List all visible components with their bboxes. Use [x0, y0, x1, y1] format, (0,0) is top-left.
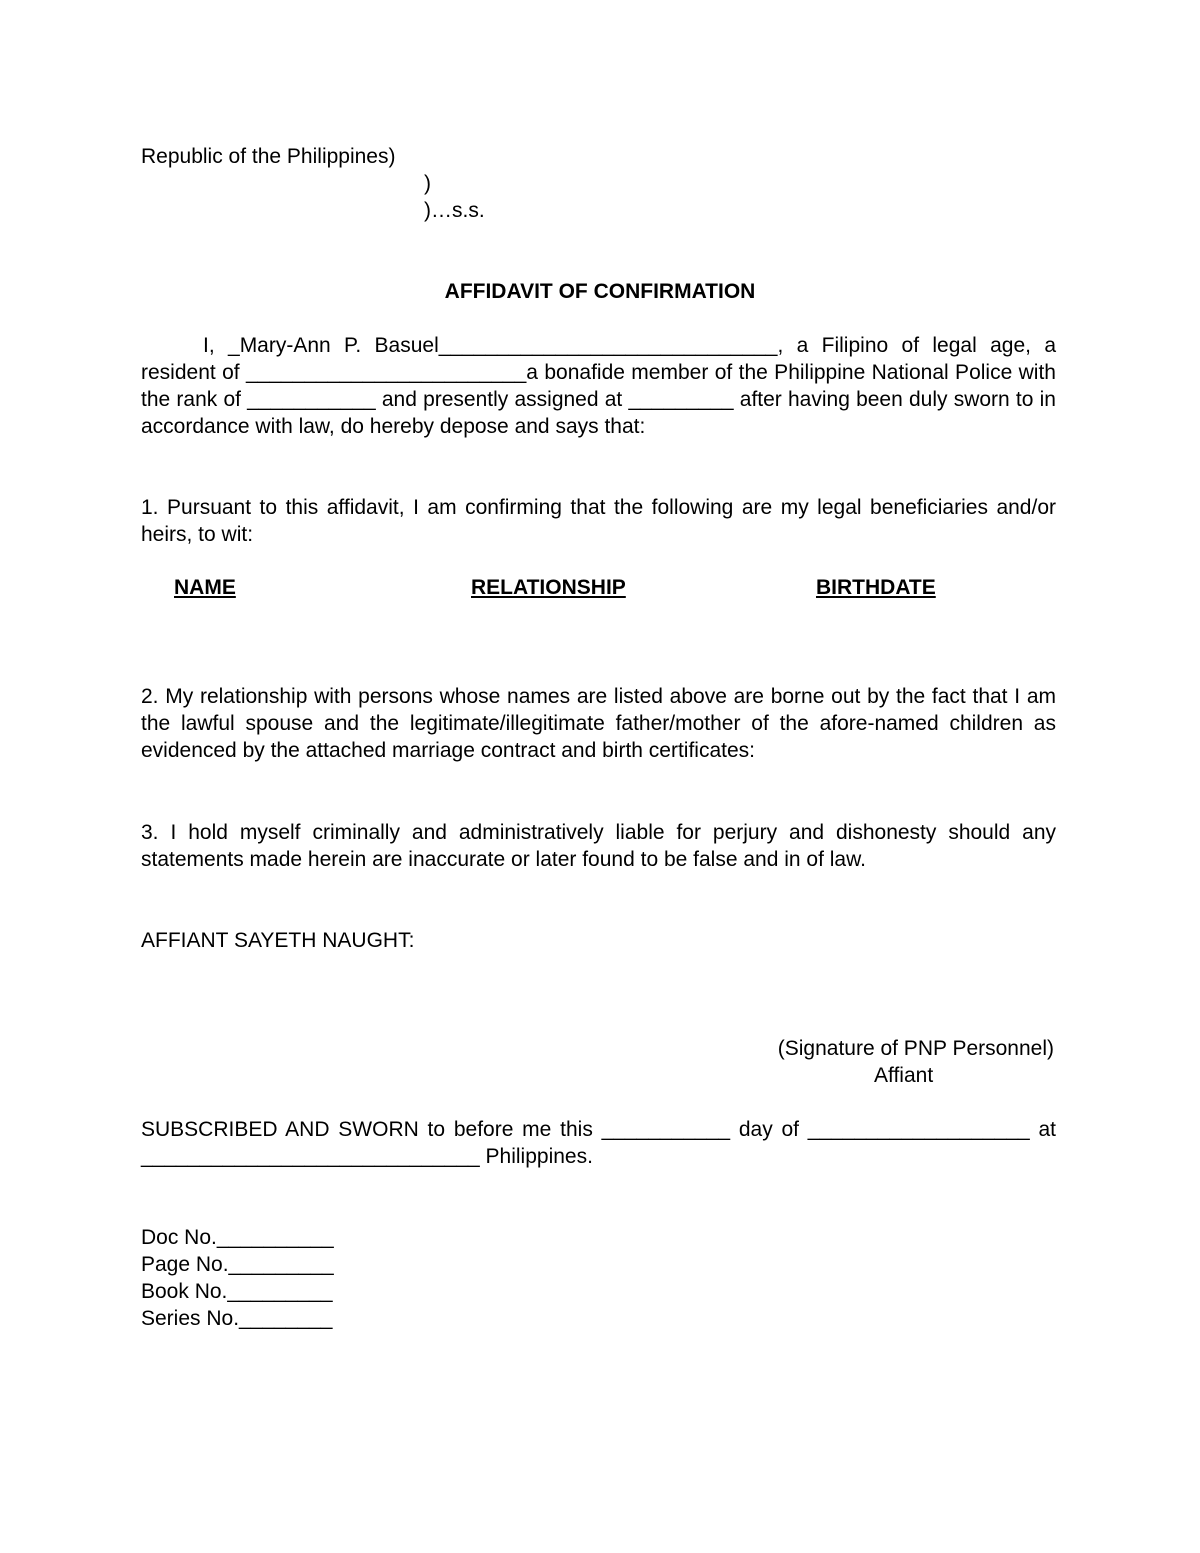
item-3-paragraph: 3. I hold myself criminally and administratively liable for perjury and dishonesty should any statements made herein are inaccurate or later found to be false and in of law. [141, 821, 1056, 871]
document-title: AFFIDAVIT OF CONFIRMATION [444, 280, 756, 303]
signature-role: Affiant [874, 1064, 934, 1087]
item-2-paragraph: 2. My relationship with persons whose names are listed above are borne out by the fact that I am the lawful spouse and the legitimate/illegitimate father/mother of the afore-named children as evidenced by the attached marriage contract and birth certificates: [141, 685, 1056, 762]
page-number: Page No._________ [141, 1253, 334, 1276]
item-1-paragraph: 1. Pursuant to this affidavit, I am confirming that the following are my legal beneficiaries and/or heirs, to wit: [141, 496, 1056, 546]
venue-line-2: ) [424, 172, 431, 195]
book-number: Book No._________ [141, 1280, 333, 1303]
signature-caption: (Signature of PNP Personnel) [777, 1037, 1054, 1060]
intro-paragraph: I, _Mary-Ann P. Basuel_____________________________, a Filipino of legal age, a resident of ________________________a bonafide member of the Philippine National Police with the rank of ___________ and presently assigned at _________ after having been duly sworn to in accordance with law, do hereby depose and says that: [141, 334, 1056, 438]
column-header-name: NAME [174, 576, 236, 599]
venue-line-3: )…s.s. [424, 199, 485, 222]
closing-statement: AFFIANT SAYETH NAUGHT: [141, 929, 415, 952]
column-header-relationship: RELATIONSHIP [471, 576, 626, 599]
series-number: Series No.________ [141, 1307, 333, 1330]
jurat-paragraph: SUBSCRIBED AND SWORN to before me this ___________ day of ___________________ at _____________________________ Philippines. [141, 1118, 1056, 1168]
doc-number: Doc No.__________ [141, 1226, 334, 1249]
column-header-birthdate: BIRTHDATE [816, 576, 936, 599]
venue-line-1: Republic of the Philippines) [141, 145, 396, 168]
